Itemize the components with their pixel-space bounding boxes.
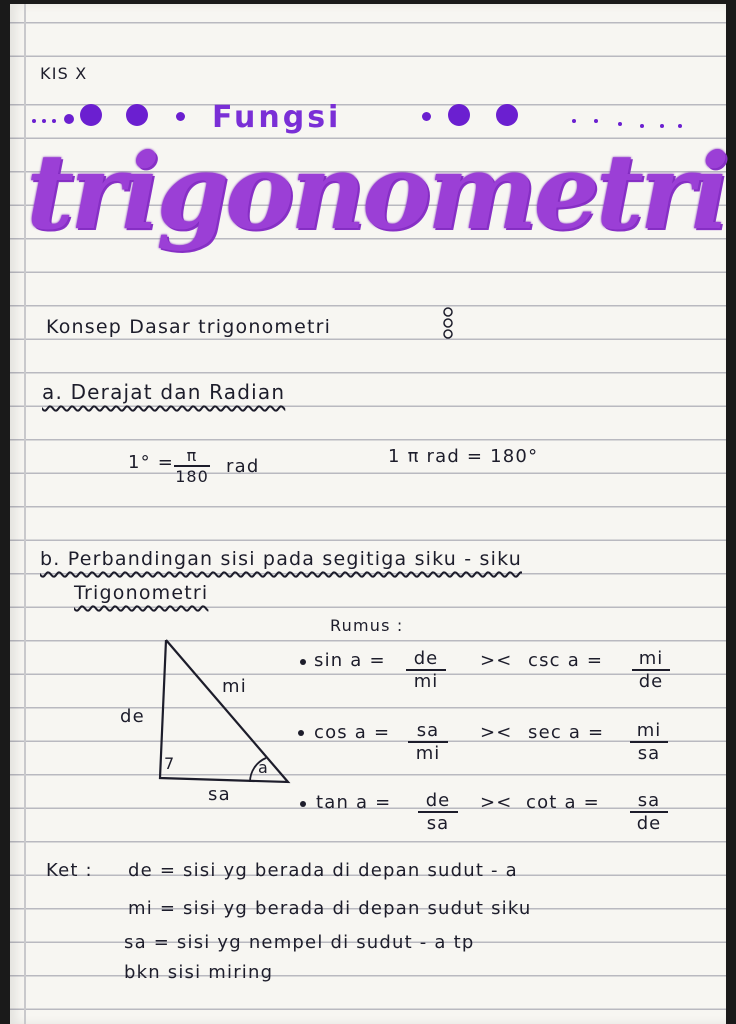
note-line-4: bkn sisi miring <box>124 962 274 983</box>
eq1-unit: rad <box>226 456 260 477</box>
class-label: KIS X <box>40 64 88 83</box>
side-mi-label: mi <box>222 676 247 697</box>
eq1-fraction <box>174 446 210 486</box>
notes-label: Ket : <box>46 860 93 881</box>
intro-heading: Konsep Dasar trigonometri <box>46 316 332 338</box>
title-small: Fungsi <box>212 100 342 135</box>
eq2: 1 π rad = 180° <box>388 446 539 467</box>
side-sa-label: sa <box>208 784 231 805</box>
eq1-denominator: 180 <box>175 467 209 486</box>
note-line-2: mi = sisi yg berada di depan sudut siku <box>128 898 532 919</box>
section-b-subheading: Trigonometri <box>74 582 209 604</box>
eq1-left: 1° = <box>128 452 175 473</box>
side-de-label: de <box>120 706 145 727</box>
right-angle-mark: 7 <box>164 754 176 773</box>
angle-label: a <box>258 758 270 777</box>
section-b-heading: b. Perbandingan sisi pada segitiga siku - siku <box>40 548 522 570</box>
note-line-3: sa = sisi yg nempel di sudut - a tp <box>124 932 475 953</box>
title-big: trigonometri <box>26 130 726 253</box>
rumus-label: Rumus : <box>330 616 404 635</box>
note-line-1: de = sisi yg berada di depan sudut - a <box>128 860 518 881</box>
section-a-heading: a. Derajat dan Radian <box>42 380 286 404</box>
decor-circles-icon <box>440 306 456 342</box>
eq1-numerator: π <box>174 446 210 467</box>
